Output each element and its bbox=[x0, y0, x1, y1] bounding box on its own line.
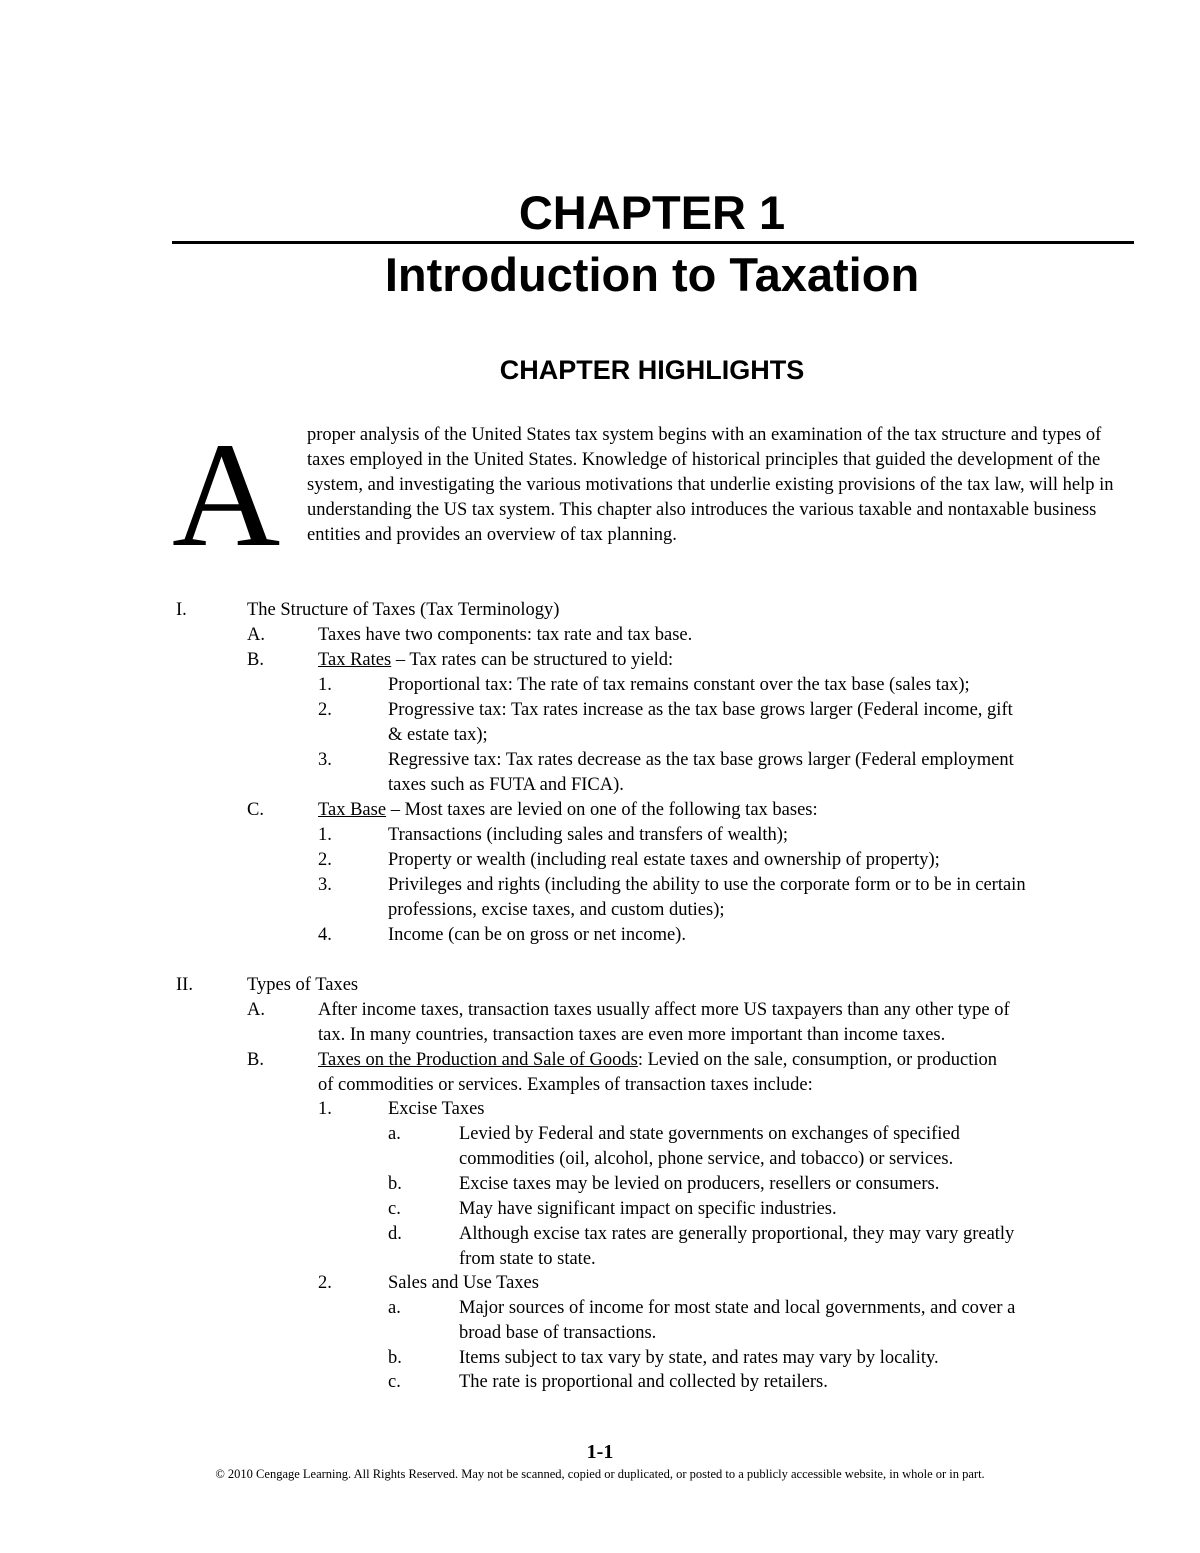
intro-text: proper analysis of the United States tax system begins with an examination of the tax structure and types of taxes employed in the United States. Knowledge of historical principles that guided the development of the system, and investigating the various motivations that underlie existing provisions of the tax law, will help in understanding the US tax system. This chapter also introduces the various taxable and nontaxable business entities and provides an overview of tax planning. bbox=[307, 425, 1114, 545]
item-marker: C. bbox=[247, 800, 264, 820]
subitem-text: Privileges and rights (including the ability to use the corporate form or to be in certain bbox=[388, 875, 1026, 895]
subsub-text: Items subject to tax vary by state, and rates may vary by locality. bbox=[459, 1348, 939, 1368]
section-heading: CHAPTER HIGHLIGHTS bbox=[499, 355, 805, 385]
item-marker: A. bbox=[247, 1000, 265, 1020]
subitem-marker: 4. bbox=[318, 925, 332, 945]
subitem-text: taxes such as FUTA and FICA). bbox=[388, 775, 624, 795]
item-text: tax. In many countries, transaction taxes are even more important than income taxes. bbox=[318, 1025, 946, 1045]
subsub-text: Major sources of income for most state and local governments, and cover a bbox=[459, 1298, 1016, 1318]
drop-cap: A bbox=[172, 412, 281, 578]
subsub-text: May have significant impact on specific industries. bbox=[459, 1199, 837, 1219]
item-rest: : Levied on the sale, consumption, or production bbox=[637, 1050, 997, 1070]
subitem-title: Excise Taxes bbox=[388, 1099, 485, 1119]
subitem-marker: 1. bbox=[318, 825, 332, 845]
section-marker: I. bbox=[176, 600, 187, 620]
subsub-marker: a. bbox=[388, 1298, 401, 1318]
subsub-text: broad base of transactions. bbox=[459, 1323, 657, 1343]
subsub-marker: c. bbox=[388, 1199, 401, 1219]
subitem-text: & estate tax); bbox=[388, 725, 488, 745]
section-title: The Structure of Taxes (Tax Terminology) bbox=[247, 600, 560, 620]
item-text: of commodities or services. Examples of transaction taxes include: bbox=[318, 1075, 813, 1095]
subitem-text: Income (can be on gross or net income). bbox=[388, 925, 686, 945]
item-marker: B. bbox=[247, 1050, 264, 1070]
subsub-marker: b. bbox=[388, 1348, 402, 1368]
subsub-text: Although excise tax rates are generally proportional, they may vary greatly bbox=[459, 1224, 1015, 1244]
subitem-text: Progressive tax: Tax rates increase as the tax base grows larger (Federal income, gift bbox=[388, 700, 1013, 720]
underlined-term: Tax Base bbox=[318, 800, 387, 820]
subitem-marker: 2. bbox=[318, 700, 332, 720]
chapter-title: Introduction to Taxation bbox=[384, 248, 920, 301]
subitem-marker: 2. bbox=[318, 1273, 332, 1293]
item-text: Taxes have two components: tax rate and tax base. bbox=[318, 625, 693, 645]
intro-paragraph bbox=[307, 423, 1135, 548]
item-marker: B. bbox=[247, 650, 264, 670]
item-text bbox=[318, 1048, 997, 1073]
subsub-marker: c. bbox=[388, 1372, 401, 1392]
chapter-number: CHAPTER 1 bbox=[518, 186, 786, 239]
subitem-text: Transactions (including sales and transfers of wealth); bbox=[388, 825, 789, 845]
item-marker: A. bbox=[247, 625, 265, 645]
item-text: After income taxes, transaction taxes usually affect more US taxpayers than any other type of bbox=[318, 1000, 1010, 1020]
subsub-text: commodities (oil, alcohol, phone service, and tobacco) or services. bbox=[459, 1149, 954, 1169]
subitem-text: Regressive tax: Tax rates decrease as the tax base grows larger (Federal employment bbox=[388, 750, 1014, 770]
page-number: 1-1 bbox=[586, 1441, 614, 1463]
subsub-marker: d. bbox=[388, 1224, 402, 1244]
copyright-notice: © 2010 Cengage Learning. All Rights Reserved. May not be scanned, copied or duplicated, or posted to a publicly accessible website, in whole or in part. bbox=[215, 1467, 985, 1481]
subitem-marker: 3. bbox=[318, 875, 332, 895]
subsub-text: Levied by Federal and state governments on exchanges of specified bbox=[459, 1124, 960, 1144]
subitem-marker: 1. bbox=[318, 1099, 332, 1119]
subsub-text: Excise taxes may be levied on producers, resellers or consumers. bbox=[459, 1174, 940, 1194]
section-title: Types of Taxes bbox=[247, 975, 359, 995]
underlined-term: Tax Rates bbox=[318, 650, 392, 670]
subitem-marker: 2. bbox=[318, 850, 332, 870]
subsub-text: The rate is proportional and collected by retailers. bbox=[459, 1372, 828, 1392]
item-rest: – Tax rates can be structured to yield: bbox=[391, 650, 674, 670]
section-marker: II. bbox=[176, 975, 193, 995]
subitem-text: Property or wealth (including real estate taxes and ownership of property); bbox=[388, 850, 940, 870]
subsub-marker: b. bbox=[388, 1174, 402, 1194]
subitem-text: professions, excise taxes, and custom duties); bbox=[388, 900, 725, 920]
subitem-text: Proportional tax: The rate of tax remains constant over the tax base (sales tax); bbox=[388, 675, 970, 695]
item-text bbox=[318, 648, 673, 673]
subitem-title: Sales and Use Taxes bbox=[388, 1273, 539, 1293]
subitem-marker: 3. bbox=[318, 750, 332, 770]
underlined-term: Taxes on the Production and Sale of Goods bbox=[318, 1050, 638, 1070]
subsub-text: from state to state. bbox=[459, 1249, 596, 1269]
subitem-marker: 1. bbox=[318, 675, 332, 695]
item-text bbox=[318, 798, 818, 823]
item-rest: – Most taxes are levied on one of the following tax bases: bbox=[386, 800, 818, 820]
subsub-marker: a. bbox=[388, 1124, 401, 1144]
title-rule bbox=[172, 241, 1134, 244]
